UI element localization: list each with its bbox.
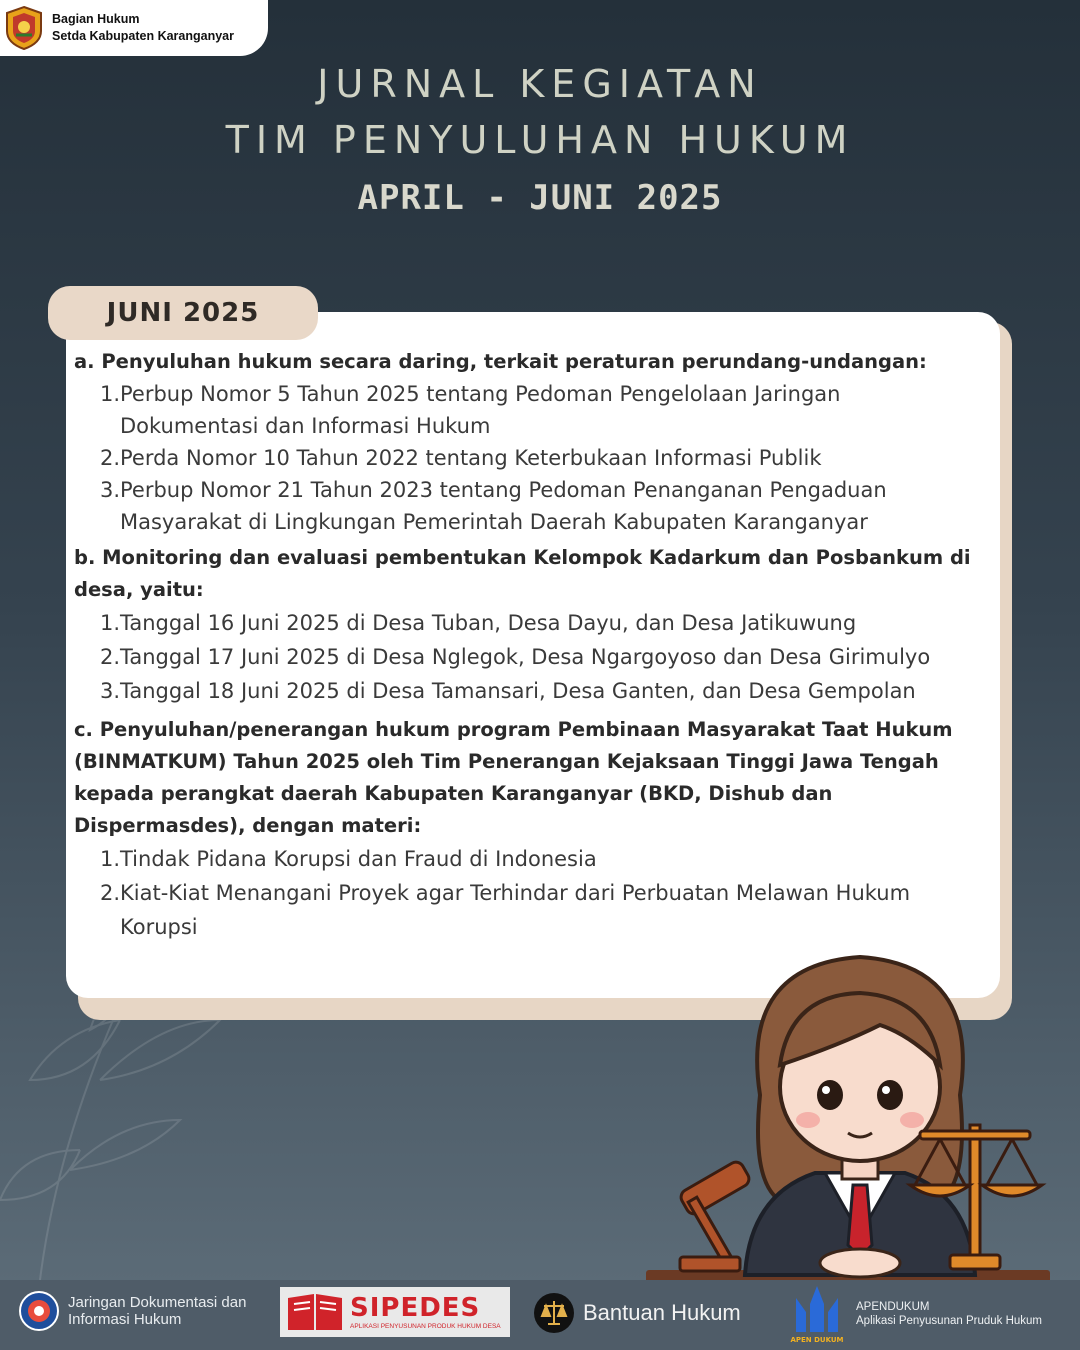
page-title-line2: TIM PENYULUHAN HUKUM xyxy=(225,118,855,162)
section-c-list xyxy=(74,842,984,944)
item-number: 1. xyxy=(99,847,120,871)
apendukum-subtitle: Aplikasi Penyusunan Pruduk Hukum xyxy=(856,1315,1043,1327)
month-label: JUNI 2025 xyxy=(106,298,260,328)
item-number: 2. xyxy=(99,645,120,669)
apendukum-text xyxy=(856,1300,1042,1328)
item-text: Tanggal 18 Juni 2025 di Desa Tamansari, Desa Ganten, dan Desa Gempolan xyxy=(120,679,916,703)
item-text: Kiat-Kiat Menangani Proyek agar Terhindar dari Perbuatan Melawan Hukum Korupsi xyxy=(120,881,911,939)
month-tab xyxy=(48,286,318,340)
item-text: Perbup Nomor 21 Tahun 2023 tentang Pedoman Penanganan Pengaduan Masyarakat di Lingkungan Pemerintah Daerah Kabupaten Karanganyar xyxy=(120,478,887,534)
bantuan-hukum-scale-icon xyxy=(533,1292,575,1334)
item-number: 3. xyxy=(99,478,120,502)
item-text: Tanggal 16 Juni 2025 di Desa Tuban, Desa Dayu, dan Desa Jatikuwung xyxy=(120,611,857,635)
item-text: Tanggal 17 Juni 2025 di Desa Nglegok, Desa Ngargoyoso dan Desa Girimulyo xyxy=(120,645,931,669)
list-item xyxy=(99,842,984,876)
item-text: Tindak Pidana Korupsi dan Fraud di Indonesia xyxy=(120,847,597,871)
org-badge xyxy=(0,0,268,56)
sipedes-subtitle: APLIKASI PENYUSUNAN PRODUK HUKUM DESA xyxy=(350,1323,501,1330)
section-a xyxy=(74,346,984,538)
list-item xyxy=(99,378,984,442)
card-content xyxy=(74,346,984,944)
section-a-list xyxy=(74,378,984,538)
section-b-list xyxy=(74,606,984,708)
list-item xyxy=(99,606,984,640)
section-b xyxy=(74,542,984,708)
item-text: Perda Nomor 10 Tahun 2022 tentang Keterbukaan Informasi Publik xyxy=(120,446,822,470)
list-item xyxy=(99,674,984,708)
section-c xyxy=(74,714,984,944)
org-line2: Setda Kabupaten Karanganyar xyxy=(52,29,234,43)
org-name xyxy=(52,11,234,45)
lawyer-illustration-icon xyxy=(640,945,1080,1285)
list-item xyxy=(99,640,984,674)
section-c-heading: c. Penyuluhan/penerangan hukum program Pembinaan Masyarakat Taat Hukum (BINMATKUM) Tahun 2025 oleh Tim Penerangan Kejaksaan Tinggi Jawa Tengah kepada perangkat daerah Kabupaten Karanganyar (BKD, Dishub dan Dispermasdes), dengan materi: xyxy=(74,718,953,837)
list-item xyxy=(99,474,984,538)
item-text: Perbup Nomor 5 Tahun 2025 tentang Pedoman Pengelolaan Jaringan Dokumentasi dan Informasi Hukum xyxy=(120,382,841,438)
item-number: 2. xyxy=(99,446,120,470)
section-a-heading: a. Penyuluhan hukum secara daring, terkait peraturan perundang-undangan: xyxy=(74,350,927,373)
apendukum-logo-text: APEN DUKUM xyxy=(790,1336,844,1344)
list-item xyxy=(99,442,984,474)
sipedes-book-icon xyxy=(284,1290,346,1334)
bantuan-hukum-label: Bantuan Hukum xyxy=(583,1300,741,1325)
jdih-logo-icon xyxy=(18,1290,60,1332)
regency-emblem-icon xyxy=(4,5,44,51)
jdih-label: Jaringan Dokumentasi dan Informasi Hukum xyxy=(68,1294,247,1328)
period-title: APRIL - JUNI 2025 xyxy=(357,178,723,218)
item-number: 1. xyxy=(99,611,120,635)
apendukum-logo-icon xyxy=(788,1284,846,1344)
page-title-line1: JURNAL KEGIATAN xyxy=(317,62,763,106)
item-number: 1. xyxy=(99,382,120,406)
footer-bantuan-hukum[interactable] xyxy=(533,1292,741,1334)
footer-apendukum[interactable] xyxy=(788,1284,1042,1344)
apendukum-title: APENDUKUM xyxy=(856,1301,930,1313)
footer-sipedes[interactable] xyxy=(280,1287,510,1337)
org-line1: Bagian Hukum xyxy=(52,12,140,26)
section-b-heading: b. Monitoring dan evaluasi pembentukan Kelompok Kadarkum dan Posbankum di desa, yaitu: xyxy=(74,546,971,601)
item-number: 3. xyxy=(99,679,120,703)
footer-bar xyxy=(0,1280,1080,1350)
item-number: 2. xyxy=(99,881,120,905)
sipedes-title: SIPEDES xyxy=(350,1293,481,1323)
list-item xyxy=(99,876,984,944)
footer-jdih[interactable] xyxy=(18,1290,278,1332)
